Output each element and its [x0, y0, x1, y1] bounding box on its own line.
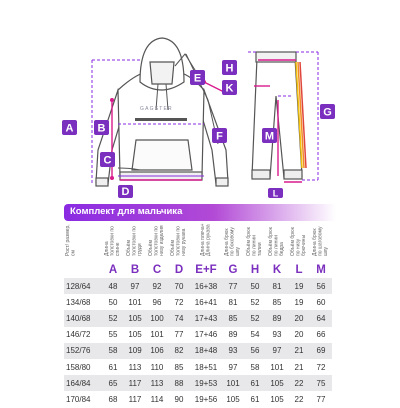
cell: 61: [244, 391, 266, 407]
cell: 101: [124, 294, 146, 310]
pants-illustration: [252, 52, 302, 179]
cell: 60: [310, 294, 332, 310]
cell: 64: [310, 310, 332, 326]
chest-stripe: [135, 118, 187, 121]
cell: 106: [146, 343, 168, 359]
cell: 77: [222, 278, 244, 294]
header-letters-row: [64, 261, 332, 278]
cell: 21: [288, 359, 310, 375]
table-body: [64, 278, 332, 408]
cell: 93: [266, 327, 288, 343]
cell: 101: [266, 359, 288, 375]
cell: 21: [288, 343, 310, 359]
cell: 48: [102, 278, 124, 294]
label-box-e: [190, 70, 205, 85]
header-desc-size: Рост/ размер, см: [65, 224, 77, 256]
cell: 50: [102, 294, 124, 310]
pants-right-cuff: [284, 170, 302, 179]
cell: 97: [222, 359, 244, 375]
cell: 105: [124, 310, 146, 326]
cell-size: 128/64: [64, 278, 102, 294]
cell-size: 134/68: [64, 294, 102, 310]
cell: 85: [266, 294, 288, 310]
header-letter-k: K: [272, 263, 282, 276]
cell: 81: [266, 278, 288, 294]
cell: 100: [146, 310, 168, 326]
table-row: [64, 343, 332, 359]
cell-size: 146/72: [64, 327, 102, 343]
cell: 96: [146, 294, 168, 310]
cell: 72: [310, 359, 332, 375]
cell: 82: [168, 343, 190, 359]
label-box-k: [222, 80, 237, 95]
header-desc-ef: Длина плеча+ Длина рукава: [199, 223, 211, 256]
cell: 89: [222, 327, 244, 343]
cell: 113: [146, 375, 168, 391]
hoodie-pocket: [132, 140, 192, 170]
header-letter-ef: E+F: [195, 263, 217, 276]
header-desc-m: Длина брюк по шаговому шву: [311, 226, 329, 256]
label-box-c: [100, 152, 115, 167]
svg-text:H: H: [225, 62, 234, 75]
header-letter-b: B: [130, 263, 140, 276]
cell: 56: [244, 343, 266, 359]
svg-text:G: G: [323, 106, 332, 119]
cell: 105: [266, 391, 288, 407]
garment-measurement-diagram: [0, 0, 400, 198]
cell: 22: [288, 375, 310, 391]
cell: 105: [266, 375, 288, 391]
hoodie-brand-text: GAGSTER: [140, 106, 173, 112]
cell: 69: [310, 343, 332, 359]
cell-size: 164/84: [64, 375, 102, 391]
cell: 109: [124, 343, 146, 359]
cell: 54: [244, 327, 266, 343]
svg-text:C: C: [103, 154, 112, 167]
header-desc-l: Объём брюк по низу брючины: [289, 227, 307, 256]
cell: 20: [288, 310, 310, 326]
hoodie-right-cuff: [216, 178, 228, 186]
pants-shape: [252, 58, 302, 178]
cell: 92: [146, 278, 168, 294]
header-desc-b: Объём толстовки по груди: [125, 226, 143, 256]
svg-text:E: E: [193, 72, 202, 85]
header-descriptions-row: [64, 222, 332, 261]
label-box-b: [94, 120, 109, 135]
cell: 70: [168, 278, 190, 294]
cell: 105: [124, 327, 146, 343]
hoodie-left-cuff: [96, 178, 108, 186]
cell: 55: [102, 327, 124, 343]
cell: 117: [124, 391, 146, 407]
table-row: [64, 391, 332, 407]
header-letter-h: H: [250, 263, 260, 276]
cell: 19: [288, 294, 310, 310]
cell: 52: [244, 294, 266, 310]
header-letter-size: [64, 261, 102, 278]
table-row: [64, 375, 332, 391]
cell: 97: [124, 278, 146, 294]
cell: 77: [168, 327, 190, 343]
header-desc-c: Объём толстовки по низу изделия: [147, 225, 165, 256]
header-desc-h: Объём брюк по линии талии: [245, 227, 263, 256]
table-row: [64, 310, 332, 326]
svg-text:A: A: [65, 122, 74, 135]
label-box-d: [118, 185, 133, 198]
hoodie-illustration: [96, 38, 228, 186]
svg-text:L: L: [272, 188, 279, 198]
svg-text:D: D: [121, 186, 130, 198]
pants-left-cuff: [252, 170, 270, 179]
header-letter-g: G: [228, 263, 238, 276]
cell: 19: [288, 278, 310, 294]
cell: 85: [168, 359, 190, 375]
cell: 66: [310, 327, 332, 343]
cell: 58: [244, 359, 266, 375]
cell: 113: [124, 359, 146, 375]
header-letter-d: D: [174, 263, 184, 276]
cell: 72: [168, 294, 190, 310]
svg-text:K: K: [225, 82, 234, 95]
cell: 88: [168, 375, 190, 391]
cell: 75: [310, 375, 332, 391]
cell: 97: [266, 343, 288, 359]
label-box-g: [320, 104, 335, 119]
header-letter-a: A: [108, 263, 118, 276]
label-box-f: [212, 128, 227, 143]
svg-text:B: B: [97, 122, 106, 135]
cell: 110: [146, 359, 168, 375]
header-letter-l: L: [295, 263, 303, 276]
hoodie-collar: [150, 62, 174, 84]
cell: 16+38: [190, 278, 222, 294]
cell: 93: [222, 343, 244, 359]
cell: 77: [310, 391, 332, 407]
size-table: [64, 222, 332, 408]
cell: 61: [244, 375, 266, 391]
cell: 17+46: [190, 327, 222, 343]
header-letter-c: C: [152, 263, 162, 276]
table-row: [64, 327, 332, 343]
cell: 52: [244, 310, 266, 326]
header-desc-k: Объём брюк по линии бедра: [267, 227, 285, 256]
cell: 90: [168, 391, 190, 407]
svg-text:M: M: [264, 130, 275, 143]
cell-size: 170/84: [64, 391, 102, 407]
cell: 105: [222, 391, 244, 407]
cell: 56: [310, 278, 332, 294]
cell: 22: [288, 391, 310, 407]
cell-size: 158/80: [64, 359, 102, 375]
cell: 85: [222, 310, 244, 326]
cell: 20: [288, 327, 310, 343]
table-row: [64, 359, 332, 375]
cell: 101: [222, 375, 244, 391]
cell: 81: [222, 294, 244, 310]
label-box-a: [62, 120, 77, 135]
header-desc-d: Объём толстовки по низу рукава: [169, 226, 187, 256]
cell: 50: [244, 278, 266, 294]
cell: 19+56: [190, 391, 222, 407]
cell: 114: [146, 391, 168, 407]
label-box-h: [222, 60, 237, 75]
banner-title: Комплект для мальчика: [70, 206, 183, 217]
cell: 65: [102, 375, 124, 391]
label-box-m: [262, 128, 277, 143]
table-row: [64, 278, 332, 294]
kit-banner: [64, 204, 336, 221]
cell: 89: [266, 310, 288, 326]
cell: 117: [124, 375, 146, 391]
cell: 74: [168, 310, 190, 326]
cell: 19+53: [190, 375, 222, 391]
cell-size: 152/76: [64, 343, 102, 359]
cell: 17+43: [190, 310, 222, 326]
cell: 58: [102, 343, 124, 359]
cell: 61: [102, 359, 124, 375]
cell: 18+51: [190, 359, 222, 375]
header-letter-m: M: [316, 263, 326, 276]
header-desc-a: Длина толстовки по спине: [103, 226, 121, 256]
svg-text:F: F: [216, 130, 223, 143]
cell: 18+48: [190, 343, 222, 359]
cell: 16+41: [190, 294, 222, 310]
cell: 68: [102, 391, 124, 407]
table-row: [64, 294, 332, 310]
label-box-l: [268, 188, 283, 198]
cell: 52: [102, 310, 124, 326]
cell: 101: [146, 327, 168, 343]
header-desc-g: Длина брюк по боковому шву: [223, 227, 241, 256]
cell-size: 140/68: [64, 310, 102, 326]
